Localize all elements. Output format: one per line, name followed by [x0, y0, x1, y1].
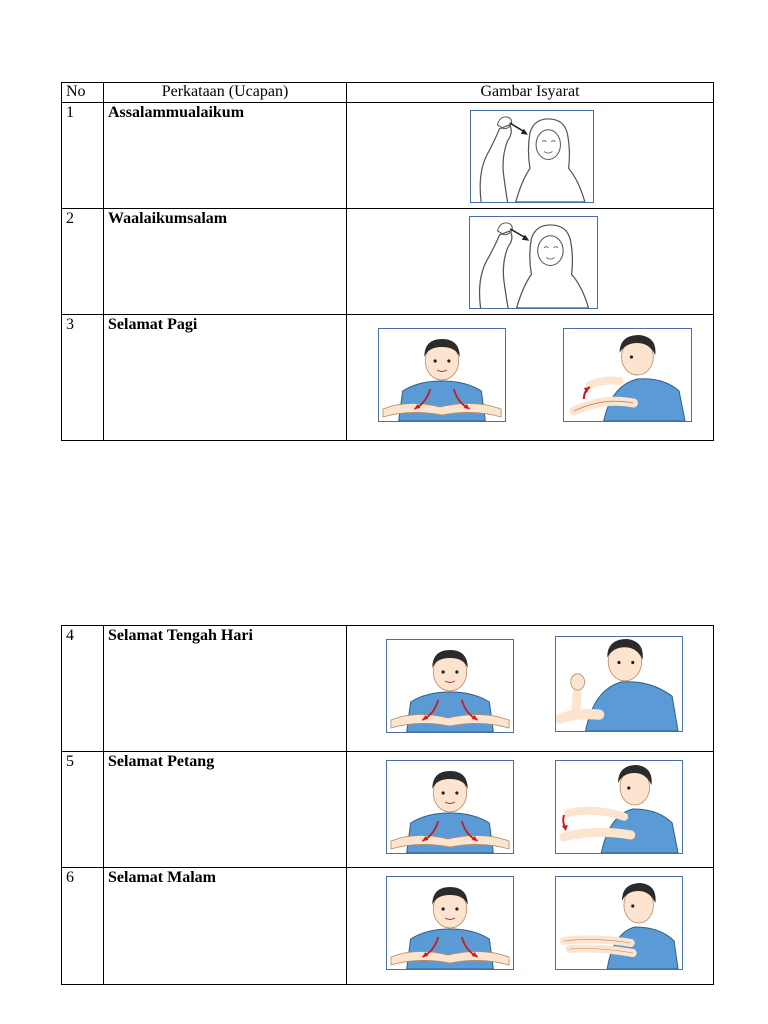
header-word: Perkataan (Ucapan)	[104, 83, 347, 103]
row-pictures	[347, 315, 714, 441]
row-word: Selamat Pagi	[104, 315, 347, 441]
row-number: 1	[62, 103, 104, 209]
boy-fist-up-sign-icon	[555, 636, 683, 732]
row-pictures	[347, 209, 714, 315]
table-row	[62, 868, 714, 985]
header-no: No	[62, 83, 104, 103]
table-row	[62, 209, 714, 315]
boy-rising-palm-sign-icon	[563, 328, 692, 422]
boy-crossed-arms-sign-icon	[386, 876, 514, 970]
table-header-row	[62, 83, 714, 103]
row-number: 3	[62, 315, 104, 441]
row-word: Selamat Tengah Hari	[104, 626, 347, 752]
row-word: Assalammualaikum	[104, 103, 347, 209]
row-number: 2	[62, 209, 104, 315]
girl-hijab-salam-sign-icon	[470, 110, 594, 203]
boy-lowering-palm-sign-icon	[555, 760, 683, 854]
row-number: 5	[62, 752, 104, 868]
table-row	[62, 626, 714, 752]
table-row	[62, 103, 714, 209]
boy-flat-palms-sign-icon	[555, 876, 683, 970]
row-pictures	[347, 752, 714, 868]
table-row	[62, 752, 714, 868]
row-number: 6	[62, 868, 104, 985]
girl-hijab-reply-sign-icon	[469, 216, 598, 309]
table-row	[62, 315, 714, 441]
row-pictures	[347, 626, 714, 752]
row-pictures	[347, 103, 714, 209]
boy-crossed-arms-sign-icon	[386, 639, 514, 733]
sign-table-1	[61, 82, 714, 441]
header-picture: Gambar Isyarat	[347, 83, 714, 103]
row-word: Selamat Petang	[104, 752, 347, 868]
boy-crossed-arms-sign-icon	[378, 328, 506, 422]
sign-table-2	[61, 625, 714, 985]
row-word: Selamat Malam	[104, 868, 347, 985]
boy-crossed-arms-sign-icon	[386, 760, 514, 854]
row-word: Waalaikumsalam	[104, 209, 347, 315]
row-number: 4	[62, 626, 104, 752]
row-pictures	[347, 868, 714, 985]
